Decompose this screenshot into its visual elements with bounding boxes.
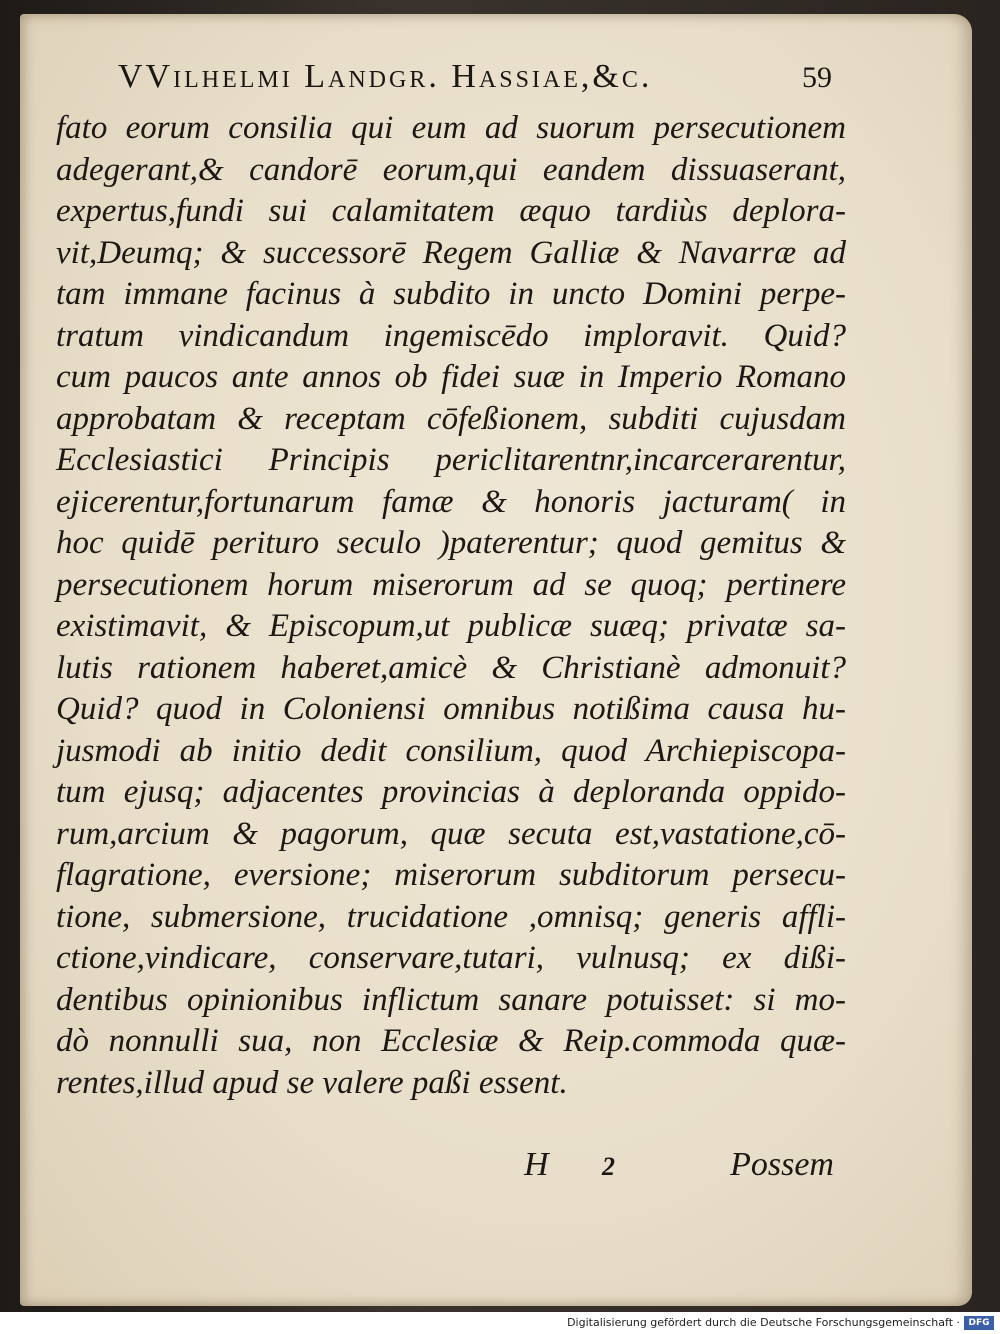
signature-number: 2 <box>602 1152 615 1181</box>
text-line: Ecclesiastici Principis periclitarentnr,incarcerarentur, <box>56 442 846 478</box>
text-line: adegerant,& candorē eorum,qui eandem dissuaserant, <box>56 151 846 188</box>
text-line: tione, submersione, trucidatione ,omnisq; generis affli- <box>56 898 846 935</box>
text-line: tam immane facinus à subdito in uncto Domini perpe- <box>56 276 846 312</box>
text-line: rum,arcium & pagorum, quæ secuta est,vastatione,cō- <box>56 815 846 852</box>
text-line: fato eorum consilia qui eum ad suorum persecutionem <box>56 110 846 146</box>
page-number: 59 <box>802 61 832 94</box>
text-line: ejicerentur,fortunarum famæ & honoris jacturam( in <box>56 483 846 520</box>
text-line: ctione,vindicare, conservare,tutari, vulnusq; ex dißi- <box>56 940 846 976</box>
text-line: expertus,fundi sui calamitatem æquo tardiùs deplora- <box>56 193 846 229</box>
text-line: jusmodi ab initio dedit consilium, quod Archiepiscopa- <box>56 732 846 769</box>
body-text <box>56 108 846 1104</box>
text-line: tratum vindicandum ingemiscēdo imploravit. Quid? <box>56 317 846 354</box>
text-line: Quid? quod in Coloniensi omnibus notißima causa hu- <box>56 691 846 727</box>
signature-mark: H <box>524 1146 549 1183</box>
text-line: flagratione, eversione; miserorum subditorum persecu- <box>56 857 846 893</box>
text-line: tum ejusq; adjacentes provincias à deploranda oppido- <box>56 774 846 810</box>
text-line: hoc quidē perituro seculo )paterentur; quod gemitus & <box>56 525 846 561</box>
credit-text: Digitalisierung gefördert durch die Deutsche Forschungsgemeinschaft · <box>567 1316 960 1329</box>
text-line: existimavit, & Episcopum,ut publicæ suæq; privatæ sa- <box>56 608 846 644</box>
text-line: cum paucos ante annos ob fidei suæ in Imperio Romano <box>56 359 846 395</box>
text-line: dò nonnulli sua, non Ecclesiæ & Reip.commoda quæ- <box>56 1023 846 1059</box>
credit-bar <box>0 1312 1000 1334</box>
dfg-logo: DFG <box>964 1316 994 1330</box>
text-line: dentibus opinionibus inflictum sanare potuisset: si mo- <box>56 981 846 1018</box>
text-line: rentes,illud apud se valere paßi essent. <box>56 1064 568 1101</box>
catchword: Possem <box>730 1146 834 1183</box>
text-line: lutis rationem haberet,amicè & Christianè admonuit? <box>56 649 846 686</box>
text-line: persecutionem horum miserorum ad se quoq; pertinere <box>56 566 846 603</box>
page-header <box>118 58 832 104</box>
text-line: vit,Deumq; & successorē Regem Galliæ & Navarræ ad <box>56 234 846 271</box>
page-footer <box>524 1146 834 1190</box>
text-line: approbatam & receptam cōfeßionem, subditi cujusdam <box>56 400 846 437</box>
running-title: VVilhelmi Landgr. Hassiae,&c. <box>118 58 653 95</box>
